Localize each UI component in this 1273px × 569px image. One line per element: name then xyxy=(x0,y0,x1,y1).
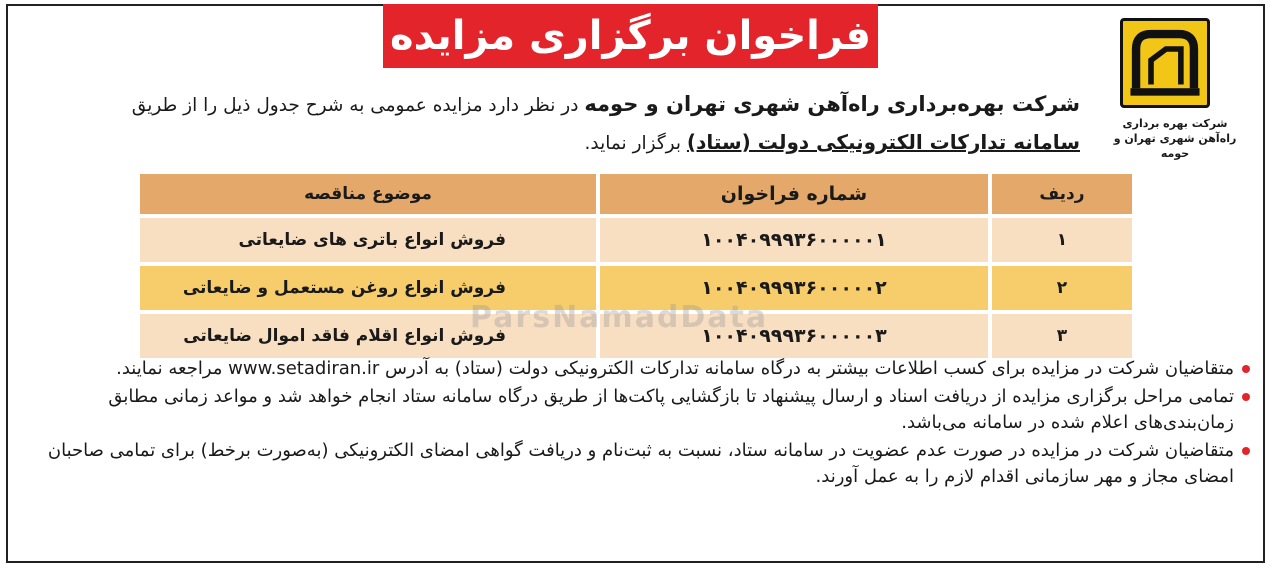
system-name: سامانه تدارکات الکترونیکی دولت (ستاد) xyxy=(686,130,1080,154)
row-subject: فروش انواع اقلام فاقد اموال ضایعاتی xyxy=(138,312,598,360)
row-index: ۳ xyxy=(990,312,1134,360)
list-item xyxy=(28,384,1250,436)
note-text: متقاضیان شرکت در مزایده در صورت عدم عضویت در سامانه ستاد، نسبت به ثبت‌نام و دریافت گواهی امضای الکترونیکی (به‌صورت برخط) برای تمامی صاحبان امضای مجاز و مهر سازمانی اقدام لازم را به عمل آورند. xyxy=(47,440,1234,487)
intro-paragraph xyxy=(40,86,1080,162)
row-subject: فروش انواع روغن مستعمل و ضایعاتی xyxy=(138,264,598,312)
row-number: ۱۰۰۴۰۹۹۹۳۶۰۰۰۰۰۲ xyxy=(598,264,990,312)
row-subject: فروش انواع باتری های ضایعاتی xyxy=(138,216,598,264)
header-index: ردیف xyxy=(990,172,1134,216)
intro-text-1: در نظر دارد مزایده عمومی به شرح جدول ذیل را از طریق xyxy=(131,95,585,116)
notes-list xyxy=(28,356,1250,492)
logo-caption-line2: راه‌آهن شهری تهران و حومه xyxy=(1113,132,1237,160)
watermark: ParsNamadData xyxy=(470,300,769,335)
header-subject: موضوع مناقصه xyxy=(138,172,598,216)
row-number: ۱۰۰۴۰۹۹۹۳۶۰۰۰۰۰۱ xyxy=(598,216,990,264)
bullet-icon xyxy=(1242,365,1250,373)
table-row xyxy=(138,216,1134,264)
row-index: ۲ xyxy=(990,264,1134,312)
table-header-row xyxy=(138,172,1134,216)
list-item xyxy=(28,438,1250,490)
bullet-icon xyxy=(1242,447,1250,455)
tehran-metro-logo-icon xyxy=(1120,18,1210,108)
note-text: تمامی مراحل برگزاری مزایده از دریافت اسناد و ارسال پیشنهاد تا بازگشایی پاکت‌ها از طریق درگاه سامانه ستاد انجام خواهد شد و مواعد زمانی مطابق زمان‌بندی‌های اعلام شده در سامانه می‌باشد. xyxy=(108,386,1234,433)
logo-caption-line1: شرکت بهره برداری xyxy=(1122,117,1228,130)
note-text: متقاضیان شرکت در مزایده برای کسب اطلاعات بیشتر به درگاه سامانه تدارکات الکترونیکی دولت (ستاد) به آدرس www.setadiran.ir مراجعه نمایند. xyxy=(116,358,1234,379)
bullet-icon xyxy=(1242,393,1250,401)
list-item xyxy=(28,356,1250,382)
banner-title: فراخوان برگزاری مزایده xyxy=(390,13,871,59)
company-name: شرکت بهره‌برداری راه‌آهن شهری تهران و حومه xyxy=(584,92,1080,116)
title-banner xyxy=(383,4,878,68)
header-number: شماره فراخوان xyxy=(598,172,990,216)
row-index: ۱ xyxy=(990,216,1134,264)
logo-caption xyxy=(1100,116,1250,161)
row-number: ۱۰۰۴۰۹۹۹۳۶۰۰۰۰۰۳ xyxy=(598,312,990,360)
intro-text-2: برگزار نماید. xyxy=(584,133,687,154)
